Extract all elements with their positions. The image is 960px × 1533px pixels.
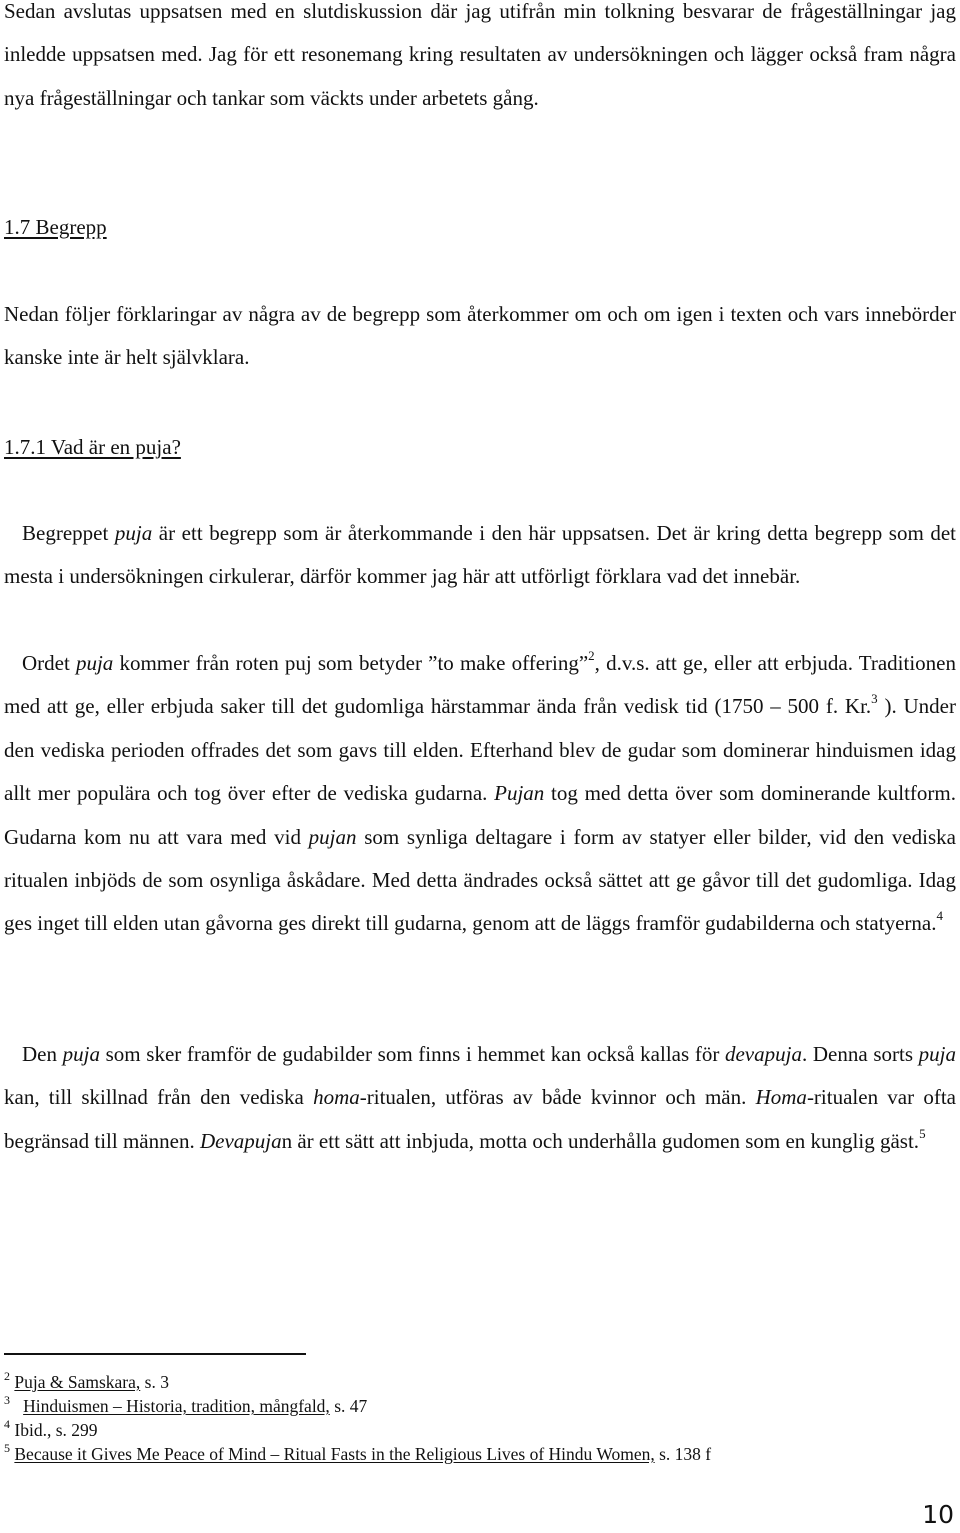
text-run: . Denna sorts bbox=[801, 1042, 919, 1066]
term-puja: puja bbox=[62, 1042, 100, 1066]
footnotes bbox=[4, 1370, 944, 1466]
footnote-2 bbox=[4, 1370, 944, 1394]
footnote-page: s. 47 bbox=[329, 1396, 368, 1416]
term-puja: puja bbox=[75, 651, 114, 675]
term-devapuja: devapuja bbox=[724, 1042, 802, 1066]
footnote-number: 2 bbox=[4, 1369, 10, 1384]
text-run: som synliga deltagare i form av statyer eller bilder, vid den vediska ritualen inbjöds de som osynliga åskådare. Med detta ändrades också sättet att ge gåvor till det gudomliga. Idag ges inget till elden utan gåvorna ges direkt till gudarna, genom att de läggs framför gudabilderna och statyerna. bbox=[4, 824, 956, 936]
text-run: Den bbox=[22, 1042, 63, 1066]
footnote-page: Ibid., s. 299 bbox=[14, 1420, 98, 1440]
text-run: Begreppet bbox=[22, 521, 115, 545]
footnote-ref-2[interactable]: 2 bbox=[588, 648, 595, 663]
term-homa: Homa bbox=[755, 1085, 807, 1110]
text-run: n är ett sätt att inbjuda, motta och underhålla gudomen som en kunglig gäst. bbox=[281, 1128, 920, 1153]
term-pujan: pujan bbox=[308, 824, 357, 849]
text-run: kommer från roten puj som betyder ”to make offering” bbox=[113, 651, 589, 675]
text-run: , d.v.s. att ge, eller att erbjuda. Traditionen med att ge, eller erbjuda saker till det gudomliga härstammar ända från vedisk tid (1750 – 500 f. Kr. bbox=[4, 651, 956, 719]
footnote-5 bbox=[4, 1442, 944, 1466]
text-run: Ordet bbox=[22, 651, 76, 675]
devapuja-paragraph bbox=[4, 1033, 956, 1163]
footnote-page: s. 138 f bbox=[654, 1444, 712, 1464]
footnote-number: 4 bbox=[4, 1417, 10, 1432]
footnote-divider bbox=[4, 1353, 306, 1355]
footnote-number: 3 bbox=[4, 1393, 10, 1408]
term-puja: puja bbox=[114, 521, 153, 545]
footnote-3 bbox=[4, 1394, 944, 1418]
page-number: 10 bbox=[922, 1500, 954, 1529]
section-intro-paragraph: Nedan följer förklaringar av några av de begrepp som återkommer om och om igen i texten och vars innebörder kanske inte är helt självklara. bbox=[4, 302, 956, 370]
term-devapuja: Devapuja bbox=[199, 1128, 282, 1153]
footnote-source: Because it Gives Me Peace of Mind – Ritual Fasts in the Religious Lives of Hindu Women, bbox=[14, 1444, 655, 1464]
footnote-page: s. 3 bbox=[140, 1372, 169, 1392]
text-run: som sker framför de gudabilder som finns i hemmet kan också kallas för bbox=[99, 1042, 725, 1066]
footnote-ref-3[interactable]: 3 bbox=[871, 691, 878, 707]
text-run: -ritualen, utföras av både kvinnor och män. bbox=[359, 1085, 756, 1110]
footnote-4 bbox=[4, 1418, 944, 1442]
puja-etymology-paragraph bbox=[4, 642, 956, 946]
text-run: är ett begrepp som är återkommande i den här uppsatsen. Det är kring detta begrepp som det mesta i undersökningen cirkulerar, därför kommer jag här att utförligt förklara vad det innebär. bbox=[4, 521, 957, 589]
intro-paragraph: Sedan avslutas uppsatsen med en slutdiskussion där jag utifrån min tolkning besvarar de frågeställningar jag inledde uppsatsen med. Jag för ett resonemang kring resultaten av undersökningen och lägger också fram några nya frågeställningar och tankar som väckts under arbetets gång. bbox=[4, 0, 956, 110]
footnote-ref-5[interactable]: 5 bbox=[919, 1125, 926, 1141]
term-homa: homa bbox=[313, 1085, 360, 1110]
subsection-heading: 1.7.1 Vad är en puja? bbox=[4, 435, 181, 459]
footnote-source: Puja & Samskara, bbox=[14, 1372, 141, 1392]
text-run: kan, till skillnad från den vediska bbox=[4, 1085, 314, 1110]
footnote-ref-4[interactable]: 4 bbox=[936, 908, 943, 924]
section-heading: 1.7 Begrepp bbox=[4, 215, 107, 239]
text-run: -ritualen var ofta begränsad till männen. bbox=[4, 1085, 956, 1153]
text-run: ). Under den vediska perioden offrades det som gavs till elden. Efterhand blev de gudar som dominerar hinduismen idag allt mer populära och tog över efter de vediska gudarna. bbox=[4, 694, 956, 806]
puja-definition-paragraph bbox=[4, 512, 956, 599]
term-puja: puja bbox=[918, 1042, 956, 1066]
term-pujan: Pujan bbox=[494, 781, 545, 806]
footnote-number: 5 bbox=[4, 1441, 10, 1456]
footnote-source: Hinduismen – Historia, tradition, mångfald, bbox=[23, 1396, 330, 1416]
text-run: tog med detta över som dominerande kultform. Gudarna kom nu att vara med vid bbox=[4, 781, 956, 849]
